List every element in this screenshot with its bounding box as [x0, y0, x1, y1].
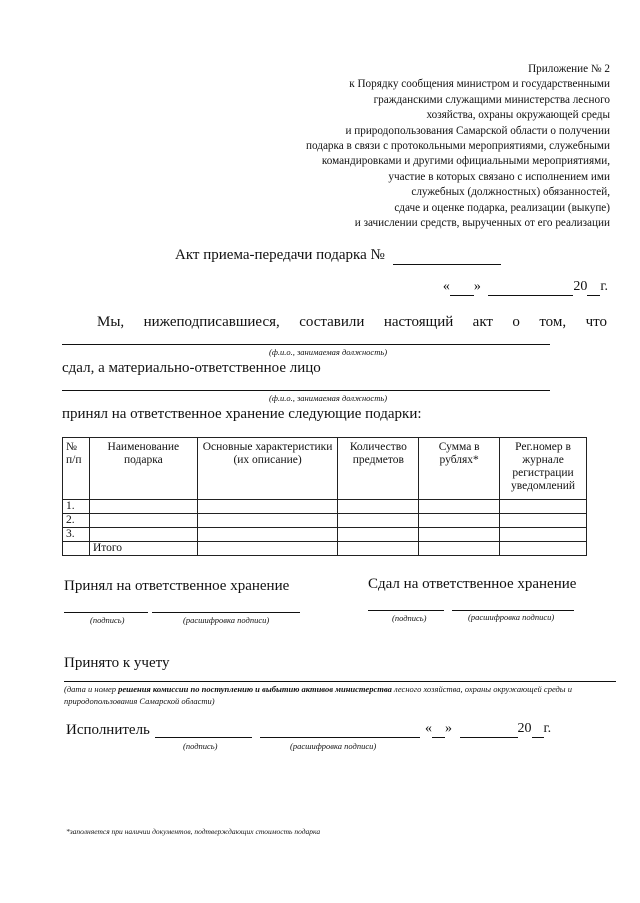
- executor-label: Исполнитель: [66, 722, 150, 738]
- row-number: 3.: [63, 528, 90, 542]
- decision-caption: [64, 683, 619, 707]
- annex-line: и зачислении средств, вырученных от его реализации: [354, 217, 610, 230]
- act-date: [443, 279, 608, 296]
- footnote: *заполняется при наличии документов, подтверждающих стоимость подарка: [66, 827, 321, 836]
- receiver-signature-field[interactable]: [64, 612, 148, 613]
- giver-decode-field[interactable]: [452, 610, 574, 611]
- table-cell[interactable]: [338, 500, 419, 514]
- annex-line: Приложение № 2: [528, 63, 610, 75]
- table-cell[interactable]: [500, 542, 587, 556]
- year-field[interactable]: [587, 279, 600, 296]
- intro-sentence: [97, 314, 607, 331]
- total-label: Итого: [89, 542, 197, 556]
- accepted-text: принял на ответственное хранение следующие подарки:: [62, 406, 422, 422]
- executor-signature-caption: (подпись): [183, 741, 218, 751]
- decision-prefix: (дата и номер: [64, 684, 119, 694]
- header-cell: Наименование подарка: [89, 438, 197, 500]
- executor-date: [425, 721, 551, 738]
- table-cell[interactable]: [89, 500, 197, 514]
- intro-word: Мы,: [97, 314, 125, 330]
- table-row: [63, 528, 587, 542]
- annex-line: к Порядку сообщения министром и государственными: [349, 78, 610, 91]
- year-prefix: 20: [573, 279, 588, 294]
- header-cell: Основные характеристики (их описание): [197, 438, 338, 500]
- gifts-table: [62, 437, 587, 556]
- receiver-decode-caption: (расшифровка подписи): [183, 615, 270, 625]
- table-cell[interactable]: [197, 500, 338, 514]
- intro-word: акт: [472, 314, 493, 330]
- executor-year-field[interactable]: [532, 721, 544, 738]
- annex-line: и природопользования Самарской области о получении: [345, 124, 610, 137]
- table-cell[interactable]: [197, 528, 338, 542]
- received-label: Принял на ответственное хранение: [64, 578, 290, 594]
- table-cell[interactable]: [197, 542, 338, 556]
- table-cell[interactable]: [89, 528, 197, 542]
- executor-date-open-quote: «: [425, 721, 432, 736]
- intro-word: том,: [539, 314, 567, 330]
- executor-month-field[interactable]: [460, 721, 518, 738]
- act-number-field[interactable]: [393, 247, 501, 265]
- table-cell[interactable]: [500, 500, 587, 514]
- accounting-label: Принято к учету: [64, 655, 170, 671]
- executor-date-close-quote: »: [445, 721, 452, 736]
- caption-fio-2: (ф.и.о., занимаемая должность): [269, 393, 388, 403]
- executor-day-field[interactable]: [432, 721, 445, 738]
- day-field[interactable]: [450, 279, 474, 296]
- header-cell: Количество предметов: [338, 438, 419, 500]
- table-row: [63, 500, 587, 514]
- handed-text: сдал, а материально-ответственное лицо: [62, 360, 321, 376]
- intro-word: настоящий: [383, 314, 454, 330]
- date-open-quote: «: [442, 279, 450, 294]
- table-cell[interactable]: [338, 514, 419, 528]
- executor-year-prefix: 20: [517, 721, 532, 736]
- annex-line: гражданскими служащими министерства лесного: [373, 93, 610, 106]
- table-cell[interactable]: [338, 542, 419, 556]
- row-number: 2.: [63, 514, 90, 528]
- executor-signature-field[interactable]: [155, 737, 252, 738]
- table-cell[interactable]: [419, 528, 500, 542]
- receiver-signature-caption: (подпись): [90, 615, 125, 625]
- intro-word: нижеподписавшиеся,: [143, 314, 280, 330]
- annex-line: участие в которых связано с исполнением ими: [388, 170, 610, 183]
- responsible-person-field[interactable]: [62, 390, 550, 391]
- annex-line: сдаче и оценке подарка, реализации (выкупе): [394, 201, 610, 214]
- header-cell: № п/п: [63, 438, 90, 500]
- handed-label: Сдал на ответственное хранение: [368, 576, 577, 592]
- annex-line: служебных (должностных) обязанностей,: [411, 186, 610, 199]
- table-cell[interactable]: [197, 514, 338, 528]
- table-total-row: [63, 542, 587, 556]
- year-suffix: г.: [600, 279, 608, 294]
- table-cell[interactable]: [500, 514, 587, 528]
- header-cell: Сумма в рублях*: [419, 438, 500, 500]
- intro-word: о: [512, 314, 520, 330]
- month-field[interactable]: [488, 279, 573, 296]
- table-row: [63, 514, 587, 528]
- executor-decode-field[interactable]: [260, 737, 420, 738]
- table-cell[interactable]: [419, 514, 500, 528]
- table-cell[interactable]: [419, 542, 500, 556]
- table-cell: [63, 542, 90, 556]
- annex-line: подарка в связи с протокольными мероприятиями, служебными: [306, 140, 610, 153]
- caption-fio-1: (ф.и.о., занимаемая должность): [269, 347, 388, 357]
- table-cell[interactable]: [419, 500, 500, 514]
- intro-word: составили: [299, 314, 365, 330]
- executor-decode-caption: (расшифровка подписи): [290, 741, 377, 751]
- decision-field[interactable]: [64, 681, 616, 682]
- row-number: 1.: [63, 500, 90, 514]
- annex-line: хозяйства, охраны окружающей среды: [426, 109, 610, 122]
- table-header-row: [63, 438, 587, 500]
- giver-decode-caption: (расшифровка подписи): [468, 612, 555, 622]
- title-text: Акт приема-передачи подарка №: [175, 247, 385, 263]
- giver-signature-caption: (подпись): [392, 613, 427, 623]
- handover-person-field[interactable]: [62, 344, 550, 345]
- annex-line: командировками и другими официальными мероприятиями,: [321, 155, 610, 168]
- giver-signature-field[interactable]: [368, 610, 444, 611]
- executor-year-suffix: г.: [543, 721, 552, 736]
- annex-header: [280, 62, 610, 231]
- table-cell[interactable]: [338, 528, 419, 542]
- decision-suffix: лесного хозяйства, охраны окружающей среды и природопользования Самарской области): [64, 684, 572, 706]
- table-cell[interactable]: [89, 514, 197, 528]
- intro-word: что: [585, 314, 607, 330]
- decision-bold: решения комиссии по поступлению и выбытию активов министерства: [118, 684, 392, 694]
- header-cell: Рег.номер в журнале регистрации уведомлений: [500, 438, 587, 500]
- date-close-quote: »: [473, 279, 481, 294]
- document-title: [175, 247, 501, 265]
- receiver-decode-field[interactable]: [152, 612, 300, 613]
- table-cell[interactable]: [500, 528, 587, 542]
